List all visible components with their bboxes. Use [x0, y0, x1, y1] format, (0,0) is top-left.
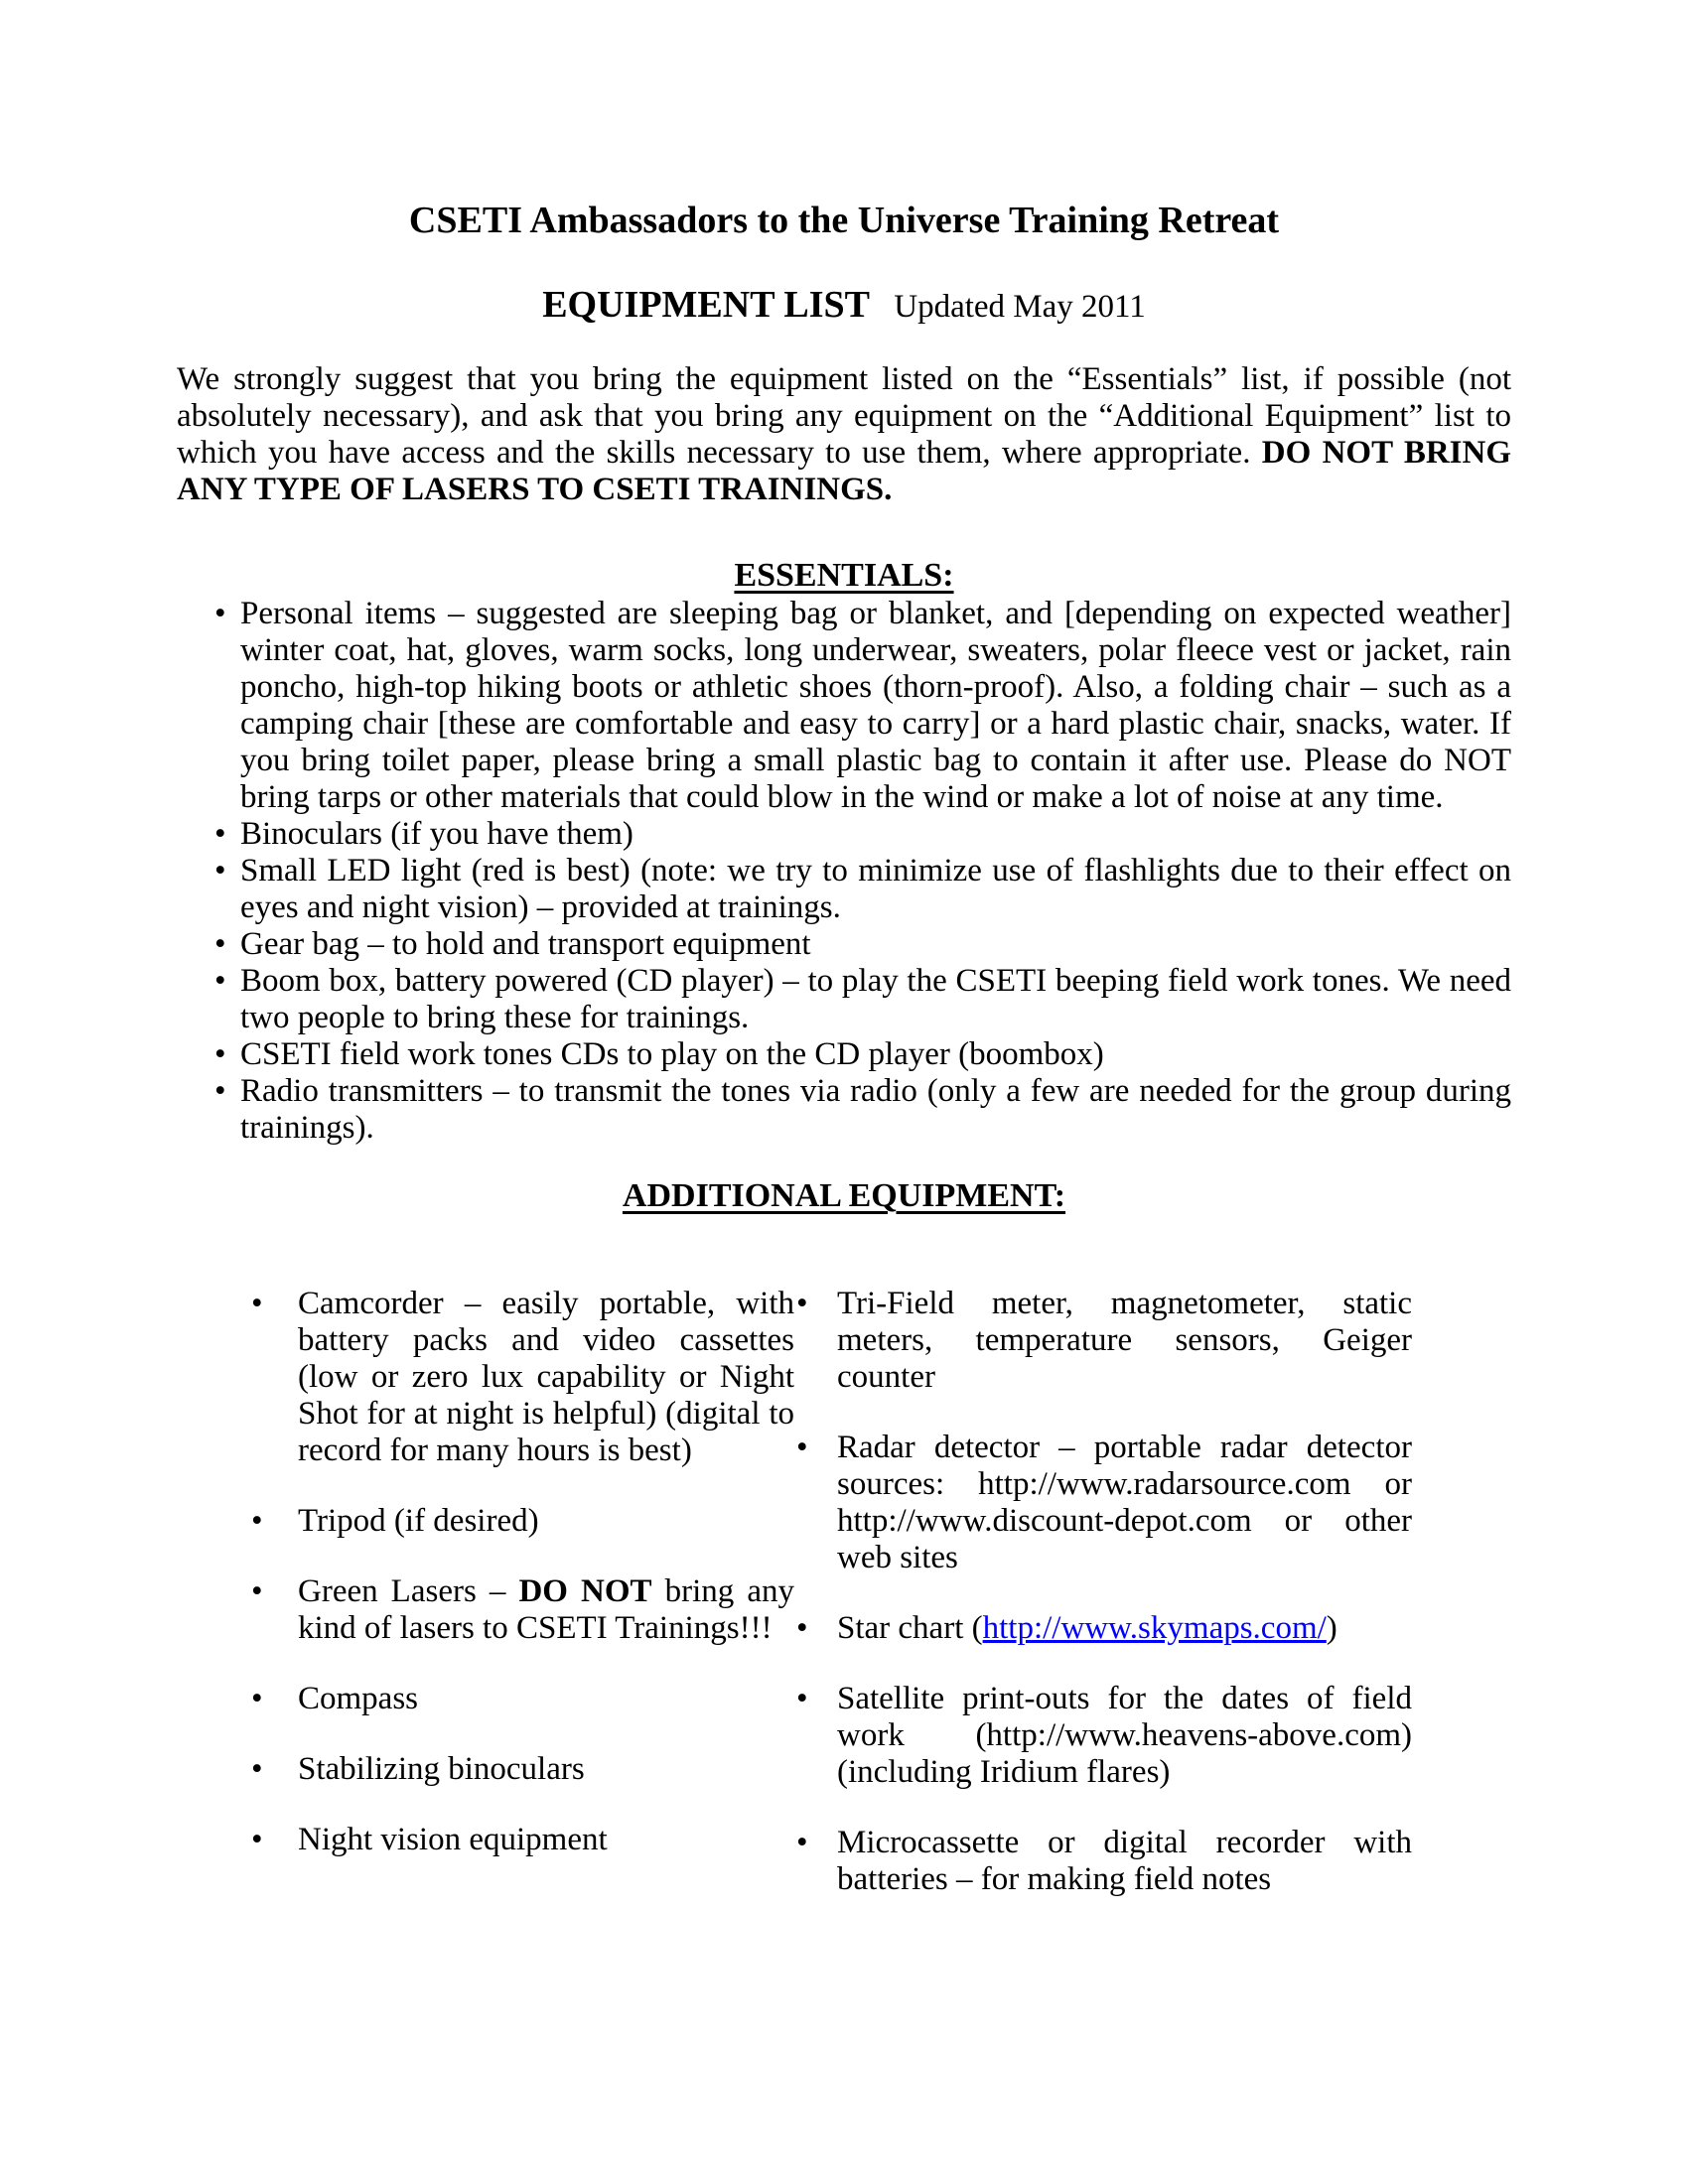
essentials-heading: [177, 556, 1511, 596]
text-run: Microcassette or digital recorder with batteries – for making field notes: [837, 1825, 1412, 1897]
text-run: Binoculars (if you have them): [240, 816, 633, 852]
additional-equipment-left-column: [177, 1286, 794, 1892]
bullet-list-item: [177, 1573, 794, 1647]
text-run: bring any kind of lasers to CSETI Trainings!!!: [298, 1573, 794, 1646]
subtitle-equipment-list: EQUIPMENT LIST: [542, 284, 870, 326]
bullet-list-item: [794, 1430, 1412, 1576]
intro-paragraph: [177, 361, 1511, 508]
text-run: Camcorder – easily portable, with battery packs and video cassettes (low or zero lux capability or Night Shot for at night is helpful) (digital to record for many hours is best): [298, 1286, 794, 1468]
text-run: Stabilizing binoculars: [298, 1751, 585, 1787]
bold-text-run: DO NOT BRING ANY TYPE OF LASERS TO CSETI TRAININGS.: [177, 435, 1511, 507]
additional-equipment-right-column: [794, 1286, 1412, 1932]
bullet-list-item: [177, 596, 1511, 816]
bullet-list-item: [177, 816, 1511, 853]
bullet-list-item: [794, 1610, 1412, 1647]
text-run: We strongly suggest that you bring the equipment listed on the “Essentials” list, if possible (not absolutely necessary), and ask that you bring any equipment on the “Additional Equipment” list to which you have access and the skills necessary to use them, where appropriate.: [177, 361, 1511, 471]
bullet-list-item: [794, 1286, 1412, 1396]
text-run: Personal items – suggested are sleeping bag or blanket, and [depending on expected weather] winter coat, hat, gloves, warm socks, long underwear, sweaters, polar fleece vest or jacket, rain poncho, high-top hiking boots or athletic shoes (thorn-proof). Also, a folding chair – such as a camping chair [these are comfortable and easy to carry] or a hard plastic chair, snacks, water. If you bring toilet paper, please bring a small plastic bag to contain it after use. Please do NOT bring tarps or other materials that could blow in the wind or make a lot of noise at any time.: [240, 596, 1511, 815]
text-run: Small LED light (red is best) (note: we try to minimize use of flashlights due to their effect on eyes and night vision) – provided at trainings.: [240, 853, 1511, 925]
text-run: Tripod (if desired): [298, 1503, 539, 1539]
text-run: Radio transmitters – to transmit the tones via radio (only a few are needed for the group during trainings).: [240, 1073, 1511, 1146]
text-run: CSETI field work tones CDs to play on the CD player (boombox): [240, 1036, 1104, 1072]
text-run: Star chart (: [837, 1610, 983, 1646]
bullet-list-item: [177, 1822, 794, 1858]
additional-equipment-heading-text: ADDITIONAL EQUIPMENT:: [622, 1177, 1066, 1214]
text-run: ): [1326, 1610, 1337, 1646]
bullet-list-item: [177, 1681, 794, 1717]
bullet-list-item: [177, 1503, 794, 1540]
bullet-list-item: [177, 853, 1511, 926]
bullet-list-item: [177, 926, 1511, 963]
text-run: Green Lasers –: [298, 1573, 519, 1609]
subtitle-updated-date: Updated May 2011: [894, 289, 1146, 325]
text-run: Gear bag – to hold and transport equipment: [240, 926, 811, 962]
bullet-list-item: [794, 1681, 1412, 1791]
bullet-list-item: [177, 1073, 1511, 1147]
text-run: Satellite print-outs for the dates of field work (http://www.heavens-above.com) (including Iridium flares): [837, 1681, 1412, 1790]
bullet-list-item: [177, 963, 1511, 1036]
document-subtitle: [177, 283, 1511, 329]
text-run: Night vision equipment: [298, 1822, 608, 1857]
bullet-list-item: [177, 1751, 794, 1788]
additional-equipment-heading: [177, 1176, 1511, 1216]
essentials-heading-text: ESSENTIALS:: [734, 557, 954, 594]
bold-text-run: DO NOT: [518, 1573, 652, 1609]
text-run: Radar detector – portable radar detector sources: http://www.radarsource.com or http://www.discount-depot.com or other web sites: [837, 1430, 1412, 1575]
hyperlink[interactable]: http://www.skymaps.com/: [982, 1610, 1327, 1646]
text-run: Compass: [298, 1681, 419, 1716]
bullet-list-item: [794, 1825, 1412, 1898]
bullet-list-item: [177, 1286, 794, 1469]
text-run: Tri-Field meter, magnetometer, static meters, temperature sensors, Geiger counter: [837, 1286, 1412, 1395]
document-title: CSETI Ambassadors to the Universe Training Retreat: [408, 200, 1280, 241]
essentials-list: [177, 596, 1511, 1147]
text-run: Boom box, battery powered (CD player) – to play the CSETI beeping field work tones. We need two people to bring these for trainings.: [240, 963, 1511, 1035]
additional-equipment-columns: [177, 1286, 1511, 1932]
bullet-list-item: [177, 1036, 1511, 1073]
